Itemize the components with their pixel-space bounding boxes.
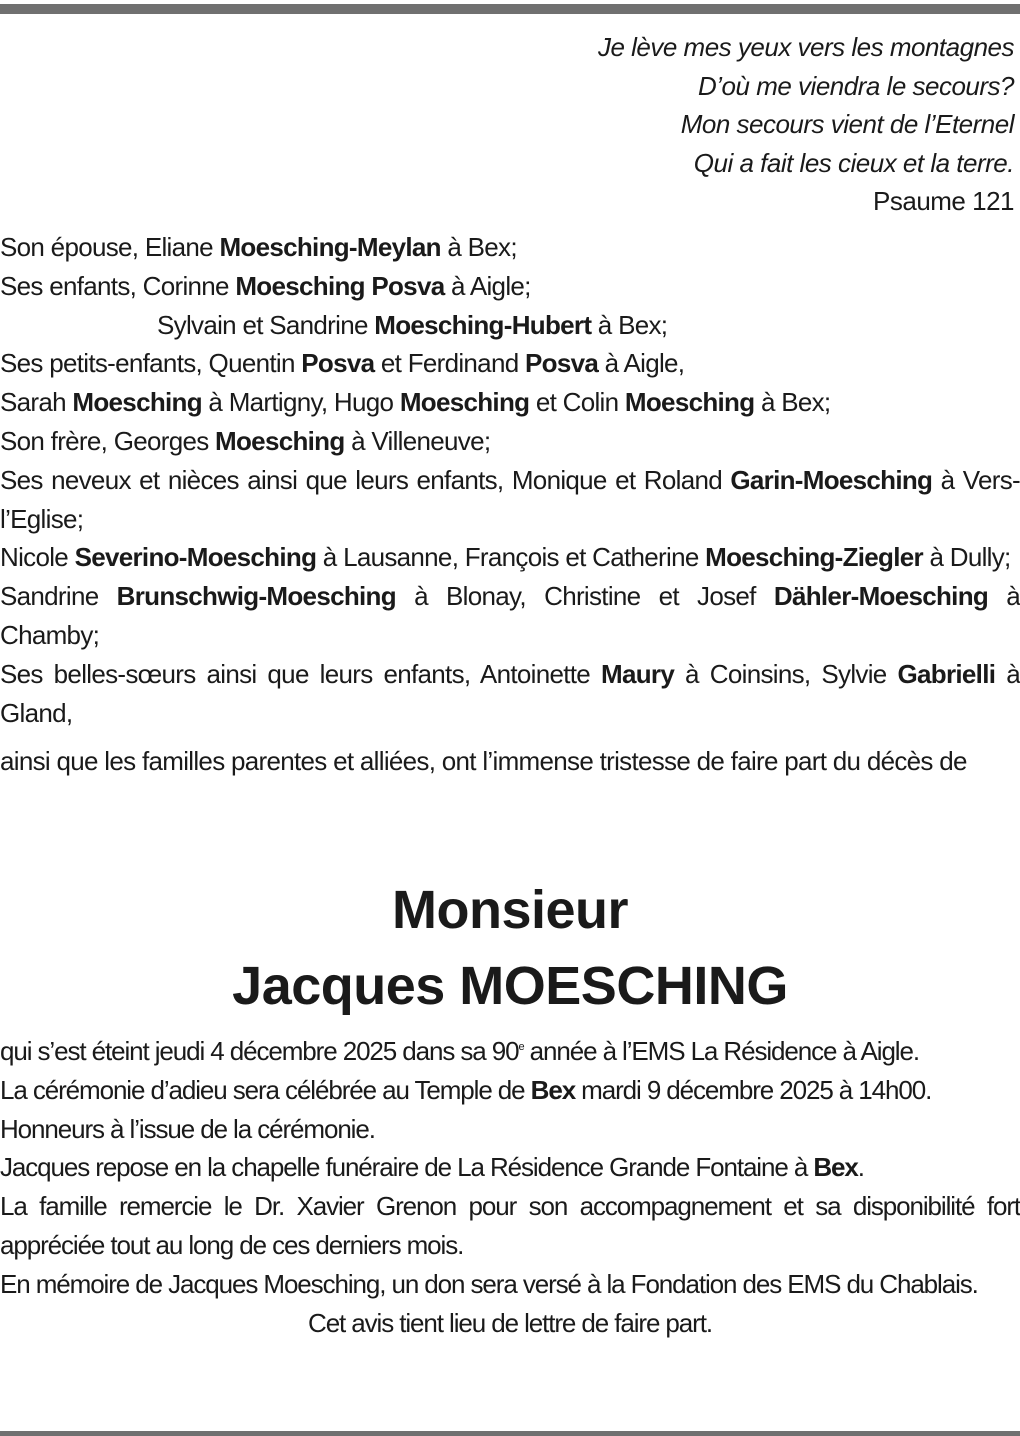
family-name: Posva (301, 348, 375, 379)
donation-text: En mémoire de Jacques Moesching, un don sera versé à la Fondation des EMS du Chablais. (0, 1268, 978, 1299)
details-block (0, 1032, 1020, 1342)
family-name: Brunschwig-Moesching (116, 581, 396, 612)
psalm-line: Je lève mes yeux vers les montagnes (597, 32, 1014, 62)
family-name: Moesching-Ziegler (705, 542, 923, 573)
family-line-grandchildren: Ses petits-enfants, Quentin Posva et Ferdinand Posva à Aigle, (0, 348, 685, 379)
family-name: Moesching-Hubert (374, 309, 592, 340)
psalm-line: Qui a fait les cieux et la terre. (693, 147, 1014, 178)
family-line-grandchildren-2: Sarah Moesching à Martigny, Hugo Moesching et Colin Moesching à Bex; (0, 387, 831, 418)
death-statement: qui s’est éteint jeudi 4 décembre 2025 dans sa 90e année à l’EMS La Résidence à Aigle. (0, 1036, 919, 1066)
psalm-reference: Psaume 121 (873, 186, 1014, 216)
deceased-name-block (0, 872, 1020, 1024)
bottom-rule (0, 1431, 1020, 1436)
psalm-quote (598, 28, 1014, 221)
family-list (0, 228, 1020, 781)
family-line-children: Ses enfants, Corinne Moesching Posva à Aigle; (0, 270, 531, 301)
family-name: Moesching (72, 387, 202, 418)
rest-info: Jacques repose en la chapelle funéraire de La Résidence Grande Fontaine à Bex. (0, 1152, 864, 1183)
family-line-children-2: Sylvain et Sandrine Moesching-Hubert à Bex; (157, 309, 668, 340)
ceremony-info: La cérémonie d’adieu sera célébrée au Temple de Bex mardi 9 décembre 2025 à 14h00. (0, 1074, 932, 1105)
closing-text: Cet avis tient lieu de lettre de faire part. (308, 1307, 712, 1338)
family-line-nephews-3: Sandrine Brunschwig-Moesching à Blonay, Christine et Josef Dähler-Moesching à Chamby; (0, 581, 1020, 650)
thanks-text: La famille remercie le Dr. Xavier Grenon pour son accompagnement et sa disponibilité fort appréciée tout au long de ces derniers mois. (0, 1191, 1020, 1260)
psalm-line: Mon secours vient de l’Eternel (680, 109, 1014, 139)
family-name: Moesching (624, 387, 755, 418)
family-line-nephews-2: Nicole Severino-Moesching à Lausanne, François et Catherine Moesching-Ziegler à Dully; (0, 542, 1011, 573)
psalm-line: D’où me viendra le secours? (698, 70, 1014, 101)
honours-info: Honneurs à l’issue de la cérémonie. (0, 1113, 375, 1144)
family-line-sisters-in-law: Ses belles-sœurs ainsi que leurs enfants, Antoinette Maury à Coinsins, Sylvie Gabrielli à Gland, (0, 658, 1020, 728)
ceremony-place: Bex (530, 1074, 576, 1105)
family-line-wife: Son épouse, Eliane Moesching-Meylan à Bex; (0, 232, 517, 262)
family-line-brother: Son frère, Georges Moesching à Villeneuve; (0, 425, 491, 456)
family-name: Severino-Moesching (74, 542, 317, 573)
family-name: Moesching (215, 425, 345, 456)
deceased-title: Monsieur (391, 880, 629, 940)
top-rule (0, 4, 1020, 14)
family-name: Moesching-Meylan (219, 232, 441, 262)
family-name: Moesching (399, 387, 530, 418)
rest-place: Bex (813, 1152, 858, 1183)
family-line-nephews: Ses neveux et nièces ainsi que leurs enfants, Monique et Roland Garin-Moesching à Vers-l’Eglise; (0, 464, 1020, 534)
announcement-text: ainsi que les familles parentes et alliées, ont l’immense tristesse de faire part du décès de (0, 746, 967, 777)
family-name: Maury (601, 658, 675, 689)
family-name: Garin-Moesching (730, 464, 933, 495)
family-name: Posva (525, 348, 599, 379)
family-name: Moesching Posva (235, 270, 445, 301)
family-name: Gabrielli (897, 658, 996, 689)
deceased-name: Jacques MOESCHING (232, 956, 788, 1016)
family-name: Dähler-Moesching (773, 581, 989, 612)
